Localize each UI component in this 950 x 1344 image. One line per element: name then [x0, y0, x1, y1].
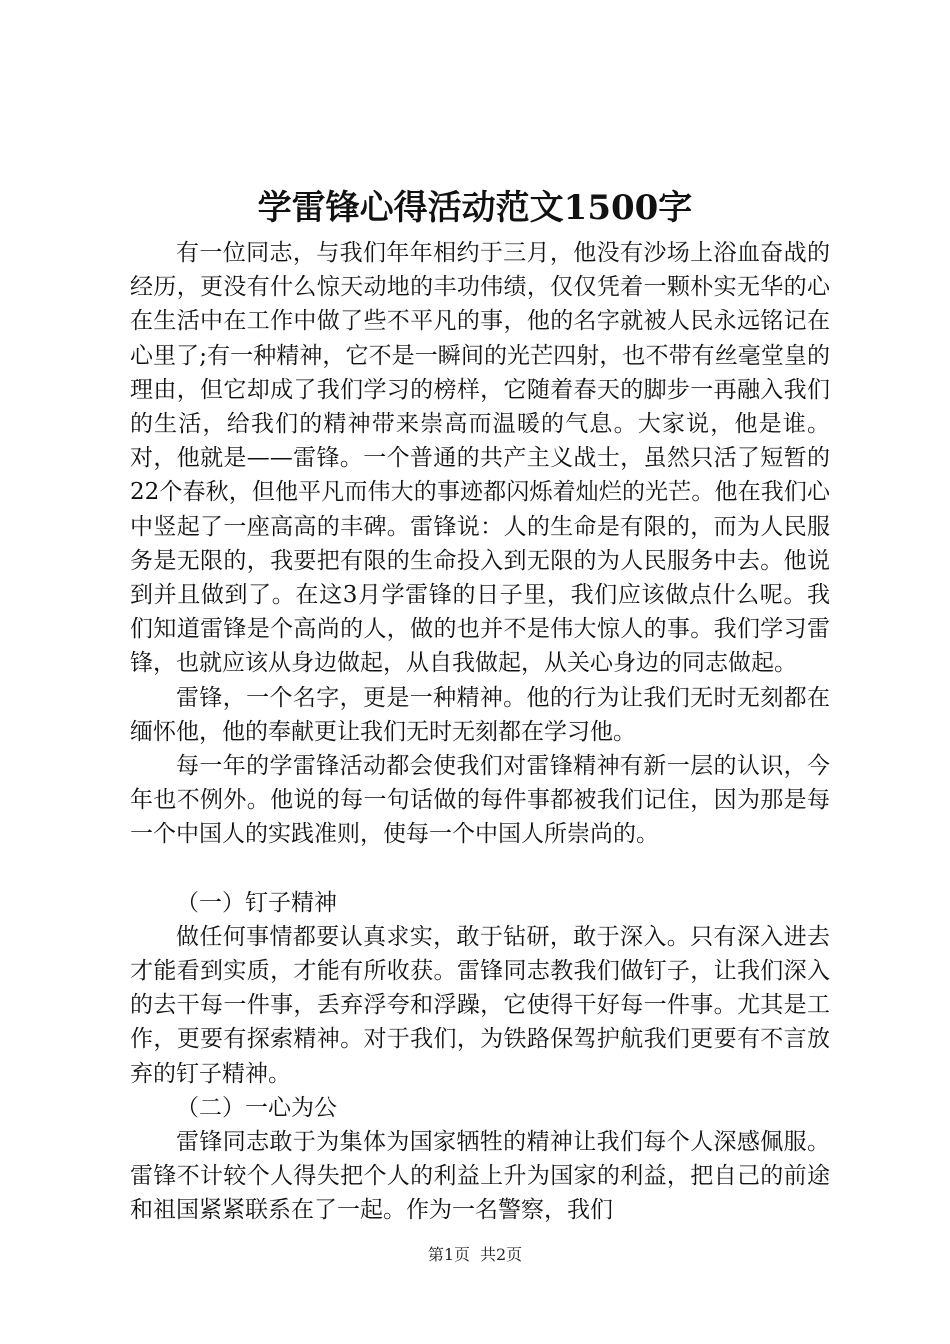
page-number: 第1页: [427, 1245, 470, 1264]
page-footer: [0, 1244, 950, 1266]
document-body: [130, 236, 830, 1228]
page-title: 学雷锋心得活动范文1500字: [257, 188, 693, 228]
page-total: 共2页: [480, 1245, 523, 1264]
paragraph-nail-spirit: 做任何事情都要认真求实，敢于钻研，敢于深入。只有深入进去才能看到实质，才能有所收获。雷锋同志教我们做钉子，让我们深入的去干每一件事，丢弃浮夸和浮躁，它使得干好每一件事。尤其是工作，更要有探索精神。对于我们，为铁路保驾护航我们更要有不言放弃的钉子精神。: [130, 923, 830, 1087]
section-heading-nail-spirit: （一）钉子精神: [176, 889, 337, 916]
section-heading-public-spirit: （二）一心为公: [176, 1094, 337, 1121]
paragraph-public-spirit: 雷锋同志敢于为集体为国家牺牲的精神让我们每个人深感佩服。雷锋不计较个人得失把个人的利益上升为国家的利益，把自己的前途和祖国紧紧联系在了一起。作为一名警察，我们: [130, 1129, 830, 1224]
paragraph-name-spirit: 雷锋，一个名字，更是一种精神。他的行为让我们无时无刻都在缅怀他，他的奉献更让我们无时无刻都在学习他。: [130, 684, 830, 745]
paragraph-spacer: [130, 852, 830, 886]
paragraph-annual-activity: 每一年的学雷锋活动都会使我们对雷锋精神有新一层的认识，今年也不例外。他说的每一句话做的每件事都被我们记住，因为那是每一个中国人的实践准则，使每一个中国人所崇尚的。: [130, 753, 830, 848]
paragraph-intro: 有一位同志，与我们年年相约于三月，他没有沙场上浴血奋战的经历，更没有什么惊天动地的丰功伟绩，仅仅凭着一颗朴实无华的心在生活中在工作中做了些不平凡的事，他的名字就被人民永远铭记在心里了;有一种精神，它不是一瞬间的光芒四射，也不带有丝毫堂皇的理由，但它却成了我们学习的榜样，它随着春天的脚步一再融入我们的生活，给我们的精神带来崇高而温暖的气息。大家说，他是谁。对，他就是——雷锋。一个普通的共产主义战士，虽然只活了短暂的22个春秋，但他平凡而伟大的事迹都闪烁着灿烂的光芒。他在我们心中竖起了一座高高的丰碑。雷锋说：人的生命是有限的，而为人民服务是无限的，我要把有限的生命投入到无限的为人民服务中去。他说到并且做到了。在这3月学雷锋的日子里，我们应该做点什么呢。我们知道雷锋是个高尚的人，做的也并不是伟大惊人的事。我们学习雷锋，也就应该从身边做起，从自我做起，从关心身边的同志做起。: [130, 240, 830, 677]
